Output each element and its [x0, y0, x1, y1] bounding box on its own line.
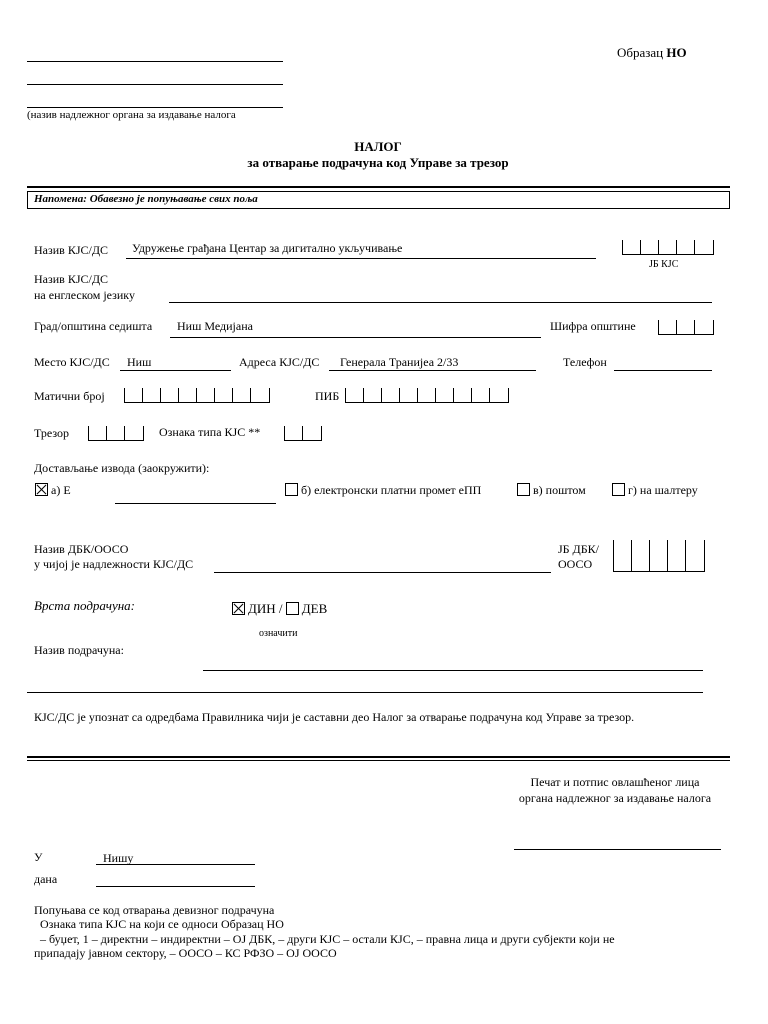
jbkjs-boxes[interactable]: [622, 240, 714, 255]
delivery-label: Достављање извода (заокружити):: [34, 461, 210, 475]
account-currency-options: [232, 601, 327, 617]
signature-caption-1: Печат и потпис овлашћеног лица: [530, 775, 700, 789]
pib-label: ПИБ: [315, 389, 340, 403]
account-name-label: Назив подрачуна:: [34, 643, 124, 657]
checkbox-icon[interactable]: [517, 483, 530, 496]
dev-checkbox-icon[interactable]: [286, 602, 299, 615]
jbkjs-label: ЈБ КЈС: [649, 259, 679, 270]
signature-caption-2: органа надлежног за издавање налога: [518, 791, 712, 805]
issuer-line-3: [27, 107, 283, 108]
form-label: [617, 45, 687, 61]
dbk-field-line[interactable]: [214, 572, 551, 573]
place-field-line[interactable]: [120, 370, 231, 371]
checkbox-icon[interactable]: [612, 483, 625, 496]
city-label: Град/општина седишта: [34, 319, 153, 333]
delivery-option-c[interactable]: [517, 483, 586, 498]
name-en-label-1: Назив КЈС/ДС: [34, 272, 109, 286]
delivery-option-c-label: в) поштом: [533, 483, 586, 497]
municipality-code-label: Шифра општине: [550, 319, 636, 333]
delivery-e-line[interactable]: [115, 503, 276, 504]
checkbox-icon[interactable]: [285, 483, 298, 496]
type-label: Ознака типа КЈС **: [159, 425, 261, 439]
jb-dbk-label-2: ООСО: [558, 557, 593, 571]
place-label: Место КЈС/ДС: [34, 355, 110, 369]
date-label: дана: [34, 872, 58, 886]
phone-label: Телефон: [563, 355, 607, 369]
page-subtitle: за отварање подрачуна код Управе за трезор: [247, 155, 509, 170]
city-field-line[interactable]: [170, 337, 541, 338]
delivery-option-d-label: г) на шалтеру: [628, 483, 698, 497]
treasury-label: Трезор: [34, 426, 70, 440]
place-in-label: У: [34, 850, 43, 864]
issuer-line-2: [27, 84, 283, 85]
mb-boxes[interactable]: [124, 388, 270, 403]
delivery-option-b[interactable]: [285, 483, 481, 498]
double-rule-top: [27, 756, 730, 758]
name-en-field-line[interactable]: [169, 302, 712, 303]
account-type-label: Врста подрачуна:: [34, 598, 135, 613]
signature-line[interactable]: [514, 849, 721, 850]
din-checkbox-checked-icon[interactable]: [232, 602, 245, 615]
footnote-2: Ознака типа КЈС на који се односи Образац НО: [40, 917, 284, 931]
footnote-1: Попуњава се код отварања девизног подрачуна: [34, 903, 275, 917]
issuer-line-1: [27, 61, 283, 62]
statement-text: КЈС/ДС је упознат са одредбама Правилника чији је саставни део Налог за отварање подрачуна код Управе за трезор.: [34, 710, 635, 724]
delivery-option-a-label: а) Е: [51, 483, 71, 497]
section-divider: [27, 692, 703, 693]
place-in-value: Нишу: [103, 851, 134, 865]
place-value: Ниш: [127, 355, 152, 369]
double-rule-bottom: [27, 760, 730, 761]
dev-label: ДЕВ: [301, 601, 328, 616]
name-field-line[interactable]: [126, 258, 596, 259]
form-label-text: Образац: [617, 45, 664, 60]
issuer-caption: (назив надлежног органа за издавање налога: [27, 109, 236, 121]
delivery-option-b-label: б) електронски платни промет еПП: [301, 483, 482, 497]
type-boxes[interactable]: [284, 426, 322, 441]
name-value: Удружење грађана Центар за дигитално укључивање: [132, 241, 403, 255]
dbk-label-2: у чијој је надлежности КЈС/ДС: [34, 557, 194, 571]
address-label: Адреса КЈС/ДС: [239, 355, 320, 369]
phone-field-line[interactable]: [614, 370, 712, 371]
delivery-option-a[interactable]: [35, 483, 71, 498]
din-label: ДИН /: [248, 601, 283, 616]
account-name-line[interactable]: [203, 670, 703, 671]
date-line[interactable]: [96, 886, 255, 887]
note-top-rule: [27, 186, 730, 188]
jb-dbk-boxes[interactable]: [613, 540, 705, 572]
mb-label: Матични број: [34, 389, 105, 403]
treasury-boxes[interactable]: [88, 426, 144, 441]
municipality-code-boxes[interactable]: [658, 320, 714, 335]
page-title: НАЛОГ: [354, 139, 402, 154]
checkbox-checked-icon[interactable]: [35, 483, 48, 496]
address-value: Генерала Транијеа 2/33: [340, 355, 459, 369]
mark-hint: означити: [259, 628, 298, 639]
jb-dbk-label-1: ЈБ ДБК/: [558, 542, 599, 556]
note-text: Напомена: Обавезно је попуњавање свих поља: [34, 193, 258, 205]
address-field-line[interactable]: [329, 370, 536, 371]
footnote-4: припадају јавном сектору, – ООСО – КС РФЗО – ОЈ ООСО: [34, 946, 337, 960]
form-code: НО: [666, 45, 687, 60]
dbk-label-1: Назив ДБК/ООСО: [34, 542, 129, 556]
delivery-option-d[interactable]: [612, 483, 698, 498]
footnote-3: – буџет, 1 – директни – индиректни – ОЈ ДБК, – други КЈС – остали КЈС, – правна лица и други субјекти који не: [40, 932, 615, 946]
place-in-line[interactable]: [96, 864, 255, 865]
name-en-label-2: на енглеском језику: [34, 288, 135, 302]
pib-boxes[interactable]: [345, 388, 509, 403]
name-label: Назив КЈС/ДС: [34, 243, 109, 257]
city-value: Ниш Медијана: [177, 319, 253, 333]
